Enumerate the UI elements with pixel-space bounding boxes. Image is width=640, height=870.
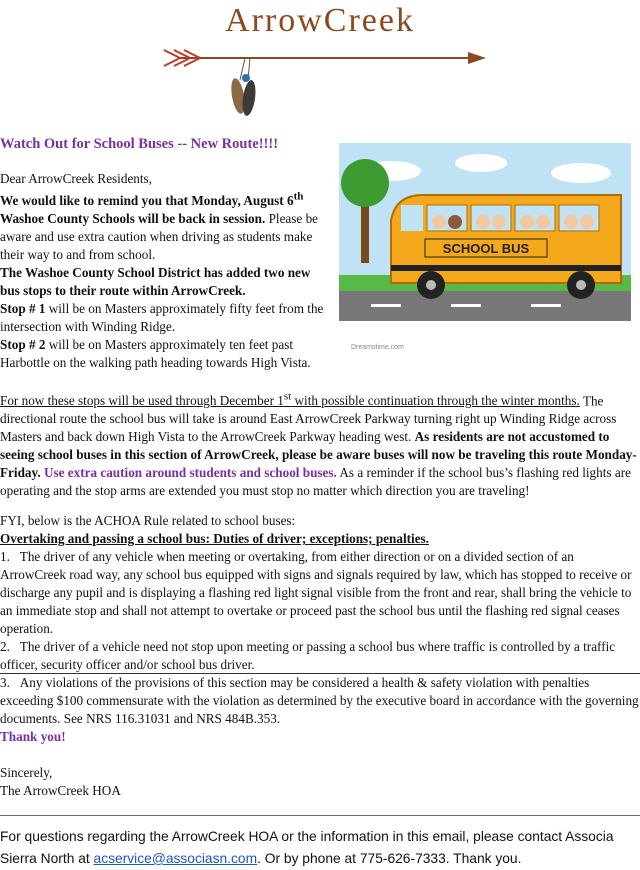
bus-label: SCHOOL BUS: [442, 241, 530, 256]
page-title: Watch Out for School Buses -- New Route!!!!: [0, 136, 279, 152]
caution-text: Use extra caution around students and school buses.: [40, 465, 337, 481]
school-bus-illustration: [331, 143, 633, 357]
footer-divider: [0, 815, 640, 816]
watermark: Dreamstime.com: [351, 344, 404, 351]
stop-1: Stop # 1 will be on Masters approximately fifty feet from the intersection with Winding Ridge.: [0, 301, 324, 335]
signature: Sincerely, The ArrowCreek HOA: [0, 765, 121, 798]
intro-section: [0, 170, 326, 372]
arrow-feather-icon: [150, 40, 490, 118]
route-description: The directional route the school bus will take is around East ArrowCreek Parkway turning right up Winding Ridge across Masters and back down High Vista to the ArrowCreek Parkway heading west.: [0, 393, 617, 445]
logo-wordmark: ArrowCreek: [225, 2, 415, 39]
warning-text: As residents are not accustomed to seeing school buses in this section of ArrowCreek, please be aware buses will now be traveling this route Monday-Friday.: [0, 429, 637, 481]
divider: [0, 673, 640, 674]
reminder-line: We would like to remind you that Monday, August 6th Washoe County Schools will be back in session. Please be aware and use extra caution when driving as students make their way to and from school.: [0, 191, 319, 263]
rule-heading: Overtaking and passing a school bus: Duties of driver; exceptions; penalties.: [0, 531, 429, 546]
schedule-note: For now these stops will be used through December 1st with possible continuation through the winter months.: [0, 391, 580, 409]
arrowcreek-logo: [150, 0, 490, 118]
reminder-text: As a reminder if the school bus’s flashing red lights are operating and the stop arms are extended you must stop no matter which direction you are traveling!: [0, 465, 631, 499]
rule-item: 2. The driver of a vehicle need not stop upon meeting or passing a school bus where traffic is controlled by a traffic officer, security officer and/or school bus driver.: [0, 639, 616, 672]
fyi-line: FYI, below is the ACHOA Rule related to school buses:: [0, 513, 296, 528]
stop-2: Stop # 2 will be on Masters approximately ten feet past Harbottle on the walking path heading towards High Vista.: [0, 337, 311, 371]
route-section: [0, 388, 640, 500]
greeting: Dear ArrowCreek Residents,: [0, 171, 152, 186]
new-stops-announcement: The Washoe County School District has added two new bus stops to their route within ArrowCreek.: [0, 265, 311, 299]
email-link[interactable]: acservice@associasn.com: [93, 851, 258, 866]
rule-item: 3. Any violations of the provisions of this section may be considered a health & safety violation with penalties exceeding $100 commensurate with the violation as determined by the executive board in accordance with the governing documents. See NRS 116.31031 and NRS 484B.353.: [0, 675, 639, 726]
footer: For questions regarding the ArrowCreek HOA or the information in this email, please contact Associa Sierra North at acservice@associasn.com. Or by phone at 775-626-7333. Thank you.: [0, 829, 614, 866]
rule-item: 1. The driver of any vehicle when meeting or overtaking, from either direction or on a divided section of an ArrowCreek road way, any school bus equipped with signs and signals required by law, which has stopped to receive or discharge any pupil and is displaying a flashing red light signal visible from the front and rear, shall bring the vehicle to an immediate stop and shall not attempt to overtake or proceed past the school bus until the flashing red signal ceases operation.: [0, 549, 632, 636]
thank-you: Thank you!: [0, 729, 66, 744]
rule-list: [0, 548, 640, 728]
